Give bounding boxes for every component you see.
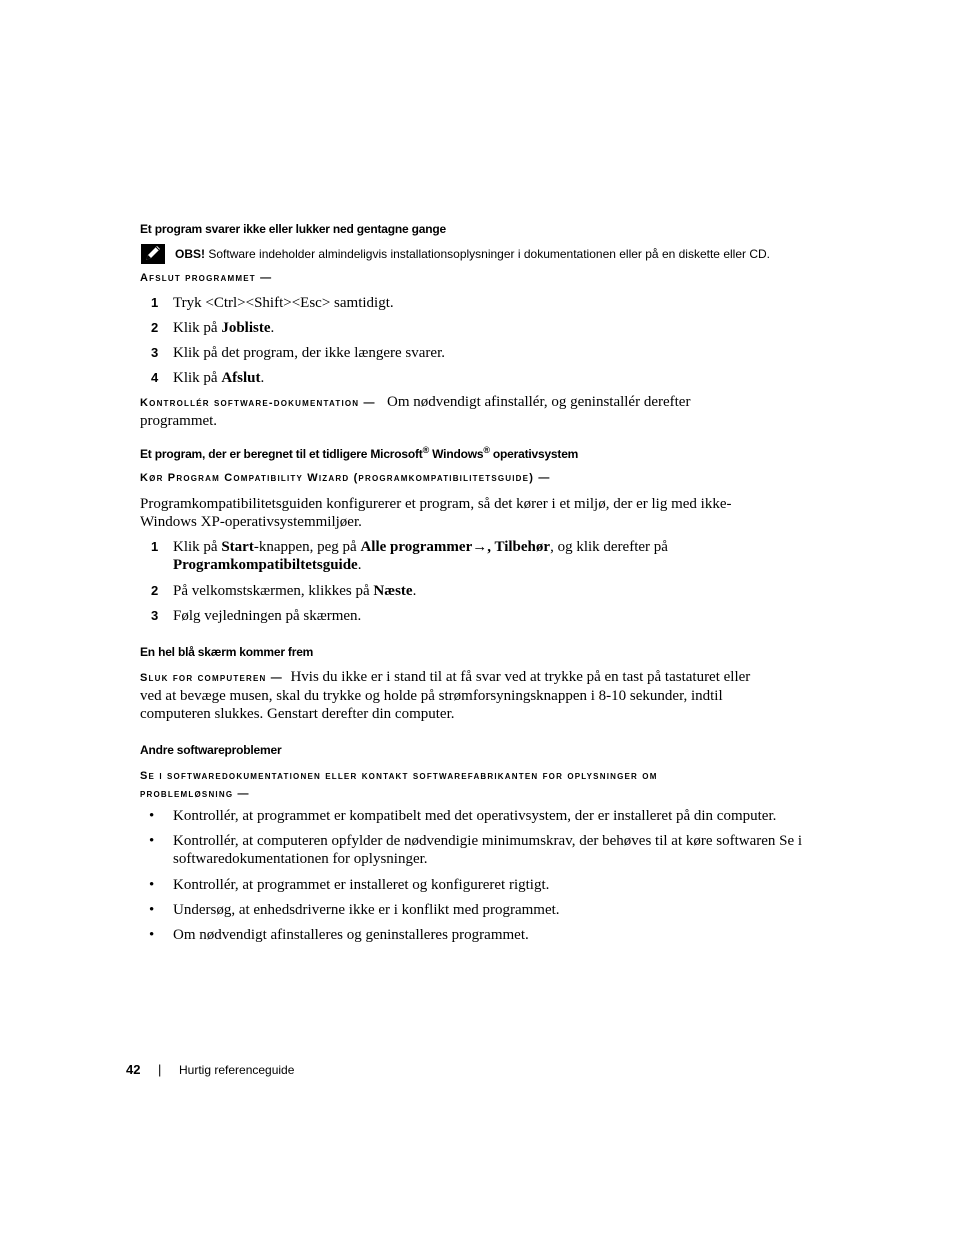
ui-term-afslut: Afslut xyxy=(221,370,261,386)
note-pencil-icon xyxy=(141,244,165,264)
note-text: Software indeholder almindeligvis installationsoplysninger i dokumentationen eller på en diskette eller CD. xyxy=(208,247,770,261)
footer-separator: | xyxy=(158,1062,162,1077)
step-number: 3 xyxy=(151,345,159,360)
bullet-text: Om nødvendigt afinstalleres og geninstalleres programmet. xyxy=(173,927,529,943)
paragraph-line: Om nødvendigt afinstallér, og geninstallér derefter xyxy=(387,394,691,410)
paragraph-line: programmet. xyxy=(140,413,218,429)
section-heading-program-not-responding: Et program svarer ikke eller lukker ned gentagne gange xyxy=(140,222,446,236)
section-heading-blue-screen: En hel blå skærm kommer frem xyxy=(140,645,314,659)
subheading-see-documentation xyxy=(140,767,820,803)
bullet-text: Undersøg, at enhedsdriverne ikke er i konflikt med programmet. xyxy=(173,902,560,918)
step-text: Klik på det program, der ikke længere svarer. xyxy=(173,345,445,361)
section-heading-other-software: Andre softwareproblemer xyxy=(140,743,282,757)
ui-term-accessories: Tilbehør xyxy=(494,539,551,555)
turn-off-paragraph xyxy=(140,668,820,723)
bullet-icon: • xyxy=(149,808,155,824)
footer-guide-title: Hurtig referenceguide xyxy=(179,1063,295,1077)
step-text: På velkomstskærmen, klikkes på Næste. xyxy=(173,583,417,599)
bullet-text: Kontrollér, at computeren opfylder de nødvendigie minimumskrav, der behøves til at køre softwaren Se i softwaredokumentationen for oplysninger. xyxy=(173,833,803,867)
ui-term-compatibility-guide: Programkompatibiltetsguide xyxy=(173,557,358,573)
paragraph-line: Hvis du ikke er i stand til at få svar ved at trykke på en tast på tastaturet eller xyxy=(290,669,751,685)
bullet-icon: • xyxy=(149,877,155,893)
note-label: OBS! xyxy=(175,247,205,261)
bullet-icon: • xyxy=(149,833,155,849)
step-number: 4 xyxy=(151,370,159,385)
ui-term-all-programs: Alle programmer xyxy=(360,539,473,555)
page-number: 42 xyxy=(126,1062,141,1077)
paragraph-line: Programkompatibilitetsguiden konfigurerer et program, så det kører i et miljø, der er lig med ikke- xyxy=(140,496,732,512)
subheading-line: Se i softwaredokumentationen eller kontakt softwarefabrikanten for oplysninger om xyxy=(140,770,658,782)
subheading-check-documentation: Kontrollér software-dokumentation — xyxy=(140,397,376,409)
step-text: Tryk <Ctrl><Shift><Esc> samtidigt. xyxy=(173,295,394,311)
step-number: 3 xyxy=(151,608,159,623)
paragraph-line: computeren slukkes. Genstart derefter din computer. xyxy=(140,706,455,722)
ui-term-jobliste: Jobliste xyxy=(221,320,271,336)
subheading-turn-off: Sluk for computeren — xyxy=(140,672,283,684)
ui-term-next: Næste xyxy=(373,583,413,599)
compatibility-paragraph xyxy=(140,495,820,531)
paragraph-line: ved at bevæge musen, skal du trykke og holde på strømforsyningsknappen i 8-10 sekunder, indtil xyxy=(140,688,723,704)
bullet-icon: • xyxy=(149,927,155,943)
bullet-text: Kontrollér, at programmet er installeret og konfigureret rigtigt. xyxy=(173,877,550,893)
step-number: 1 xyxy=(151,295,159,310)
subheading-close-program: Afslut programmet — xyxy=(140,272,273,284)
step-text: Klik på Jobliste. xyxy=(173,320,275,336)
bullet-text: Kontrollér, at programmet er kompatibelt med det operativsystem, der er installeret på din computer. xyxy=(173,808,777,824)
step-text: Klik på Afslut. xyxy=(173,370,265,386)
step-text: Klik på Start-knappen, peg på Alle programmer→, Tilbehør, og klik derefter på Programkompatibiltetsguide. xyxy=(173,539,668,573)
subheading-line: problemløsning — xyxy=(140,788,250,800)
paragraph-line: Windows XP-operativsystemmiljøer. xyxy=(140,514,362,530)
ui-term-start: Start xyxy=(221,539,254,555)
note xyxy=(175,247,770,261)
subheading-compatibility-wizard: Kør Program Compatibility Wizard (programkompatibilitetsguide) — xyxy=(140,472,551,484)
step-number: 2 xyxy=(151,320,159,335)
section-heading-older-windows: Et program, der er beregnet til et tidligere Microsoft® Windows® operativsystem xyxy=(140,445,579,461)
check-documentation-paragraph xyxy=(140,393,820,430)
step-number: 2 xyxy=(151,583,159,598)
bullet-icon: • xyxy=(149,902,155,918)
step-number: 1 xyxy=(151,539,159,554)
step-text: Følg vejledningen på skærmen. xyxy=(173,608,362,624)
